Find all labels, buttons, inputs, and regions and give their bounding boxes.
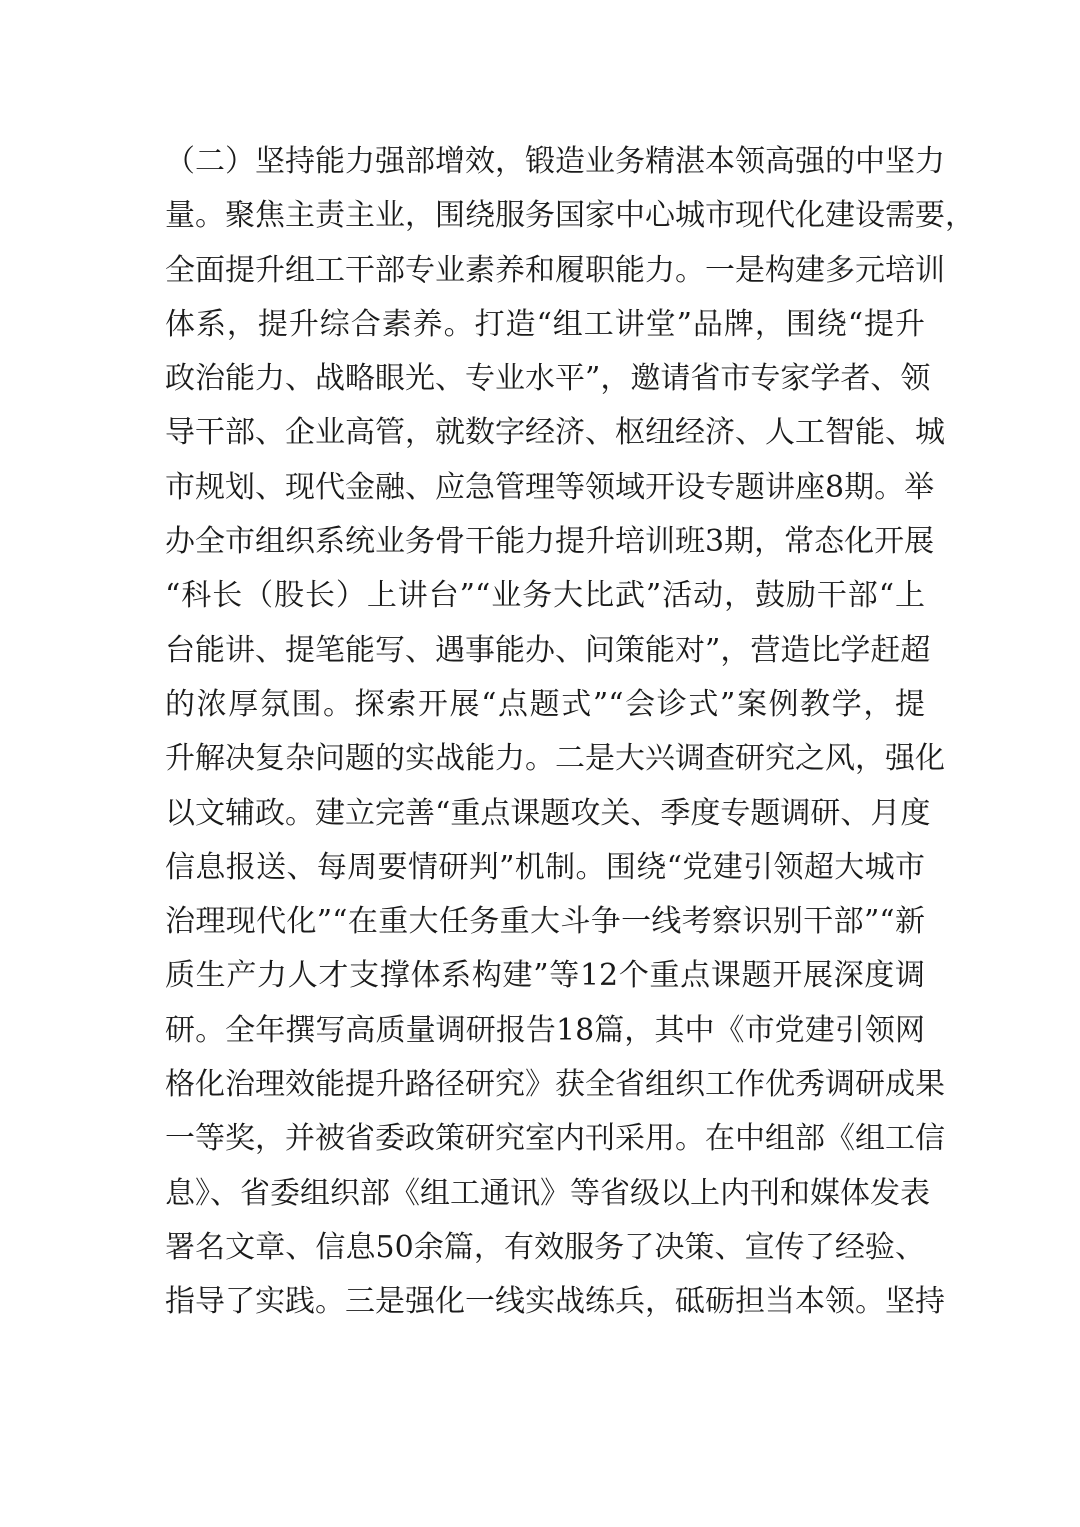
text-line: 体系，提升综合素养。打造“组工讲堂”品牌，围绕“提升 <box>165 306 925 342</box>
text-line: （二）坚持能力强部增效，锻造业务精湛本领高强的中坚力 <box>165 144 945 179</box>
text-line: 质生产力人才支撑体系构建”等12个重点课题开展深度调 <box>165 958 925 994</box>
text-line: “科长（股长）上讲台”“业务大比武”活动，鼓励干部“上 <box>165 578 925 614</box>
text-line: 办全市组织系统业务骨干能力提升培训班3期，常态化开展 <box>165 524 935 560</box>
body-text <box>165 135 975 1330</box>
text-line: 导干部、企业高管，就数字经济、枢纽经济、人工智能、城 <box>165 415 945 451</box>
text-line: 全面提升组工干部专业素养和履职能力。一是构建多元培训 <box>165 252 945 288</box>
text-line: 治理现代化”“在重大任务重大斗争一线考察识别干部”“新 <box>165 904 925 940</box>
text-line: 一等奖，并被省委政策研究室内刊采用。在中组部《组工信 <box>165 1121 945 1157</box>
text-line: 市规划、现代金融、应急管理等领域开设专题讲座8期。举 <box>165 469 935 505</box>
text-line: 格化治理效能提升路径研究》获全省组织工作优秀调研成果 <box>165 1067 945 1103</box>
text-line: 升解决复杂问题的实战能力。二是大兴调查研究之风，强化 <box>165 741 945 777</box>
text-line: 以文辅政。建立完善“重点课题攻关、季度专题调研、月度 <box>165 795 931 831</box>
text-line: 信息报送、每周要情研判”机制。围绕“党建引领超大城市 <box>165 849 925 885</box>
text-line: 指导了实践。三是强化一线实战练兵，砥砺担当本领。坚持 <box>165 1284 945 1320</box>
text-line: 息》、省委组织部《组工通讯》等省级以上内刊和媒体发表 <box>165 1175 930 1211</box>
text-line: 台能讲、提笔能写、遇事能办、问策能对”，营造比学赶超 <box>165 632 931 668</box>
text-line: 的浓厚氛围。探索开展“点题式”“会诊式”案例教学，提 <box>165 686 925 722</box>
text-line: 量。聚焦主责主业，围绕服务国家中心城市现代化建设需要， <box>165 198 975 234</box>
text-line: 署名文章、信息50余篇，有效服务了决策、宣传了经验、 <box>165 1229 925 1265</box>
text-line: 研。全年撰写高质量调研报告18篇，其中《市党建引领网 <box>165 1012 925 1048</box>
text-line: 政治能力、战略眼光、专业水平”，邀请省市专家学者、领 <box>165 361 931 397</box>
